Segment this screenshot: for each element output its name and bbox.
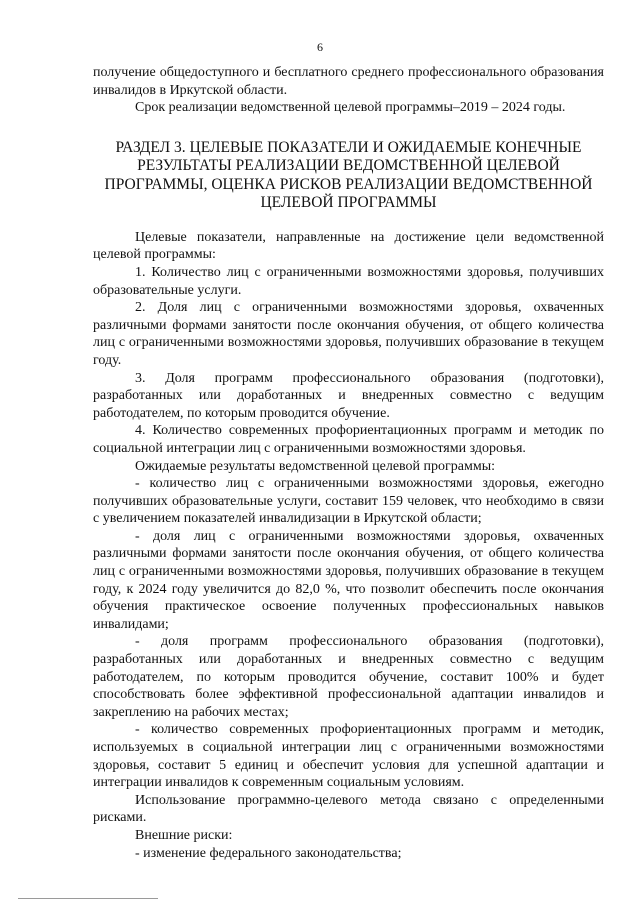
- external-risks-label: Внешние риски:: [135, 827, 233, 843]
- result-item-1: - количество лиц с ограниченными возможностями здоровья, ежегодно получивших образовательные услуги, составит 159 человек, что необходимо в связи с увеличением показателей инвалидизации в Иркутской области;: [93, 476, 604, 527]
- intro-paragraph-1: получение общедоступного и бесплатного среднего профессионального образования инвалидов в Иркутской области.: [93, 65, 604, 98]
- page-number: 6: [317, 40, 323, 54]
- external-risk-item-1: - изменение федерального законодательства;: [135, 845, 402, 861]
- section-heading: РАЗДЕЛ 3. ЦЕЛЕВЫЕ ПОКАЗАТЕЛИ И ОЖИДАЕМЫЕ КОНЕЧНЫЕ РЕЗУЛЬТАТЫ РЕАЛИЗАЦИИ ВЕДОМСТВЕННОЙ ЦЕЛЕВОЙ ПРОГРАММЫ, ОЦЕНКА РИСКОВ РЕАЛИЗАЦИИ ВЕДОМСТВЕННОЙ ЦЕЛЕВОЙ ПРОГРАММЫ: [104, 138, 593, 212]
- risks-intro: Использование программно-целевого метода связано с определенными рисками.: [93, 792, 604, 826]
- target-item-3: 3. Доля программ профессионального образования (подготовки), разработанных или доработанных и внедренных совместно с ведущим работодателем, по которым проводится обучение.: [93, 370, 604, 421]
- scan-edge-line: [18, 898, 158, 899]
- target-item-2: 2. Доля лиц с ограниченными возможностями здоровья, охваченных различными формами занятости после окончания обучения, от общего количества лиц с ограниченными возможностями здоровья, получивших образование в текущем году.: [93, 300, 604, 368]
- result-item-2: - доля лиц с ограниченными возможностями здоровья, охваченных различными формами занятости после окончания обучения, от общего количества лиц с ограниченными возможностями здоровья, получивших образование в текущем году, к 2024 году увеличится до 82,0 %, что позволит обеспечить после окончания обучения практическое освоение полученных профессиональных навыков инвалидами;: [93, 528, 604, 632]
- result-item-3: - доля программ профессионального образования (подготовки), разработанных или доработанных и внедренных совместно с ведущим работодателем, по которым проводится обучение, составит 100% и будет способствовать более эффективной профессиональной адаптации инвалидов и закреплению на рабочих местах;: [93, 634, 604, 720]
- target-item-4: 4. Количество современных профориентационных программ и методик по социальной интеграции лиц с ограниченными возможностями здоровья.: [93, 423, 604, 456]
- result-item-4: - количество современных профориентационных программ и методик, используемых в социальной интеграции лиц с ограниченными возможностями здоровья, составит 5 единиц и обеспечит условия для успешной адаптации и интеграции инвалидов к современным социальным условиям.: [93, 722, 604, 791]
- document-body: [93, 64, 604, 862]
- target-item-1: 1. Количество лиц с ограниченными возможностями здоровья, получивших образовательные услуги.: [93, 264, 604, 298]
- results-intro: Ожидаемые результаты ведомственной целевой программы:: [135, 458, 496, 474]
- intro-paragraph-2: Срок реализации ведомственной целевой программы–2019 – 2024 годы.: [135, 100, 566, 116]
- targets-intro: Целевые показатели, направленные на достижение цели ведомственной целевой программы:: [93, 229, 604, 263]
